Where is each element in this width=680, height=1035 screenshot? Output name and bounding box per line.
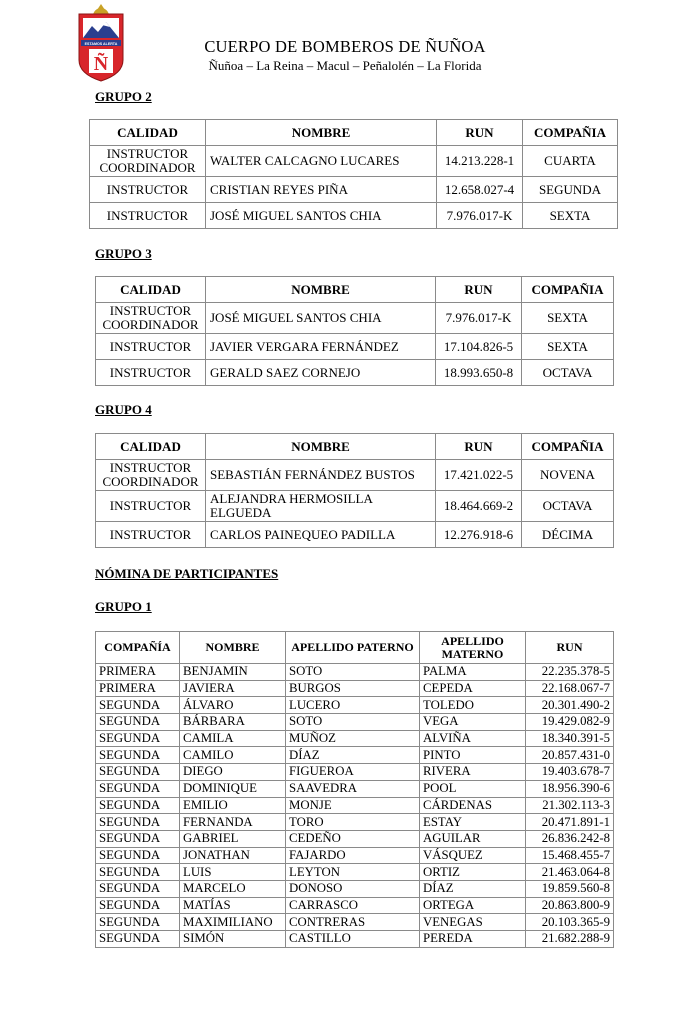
cell-run: 7.976.017-K (436, 303, 522, 334)
cell-calidad: INSTRUCTOR (96, 334, 206, 360)
cell-apellido-materno: AGUILAR (420, 830, 526, 847)
cell-nombre: CAMILO (180, 747, 286, 764)
cell-apellido-materno: ORTIZ (420, 864, 526, 881)
cell-compania: SEGUNDA (96, 864, 180, 881)
header-compania: COMPAÑÍA (96, 632, 180, 664)
table-row (96, 360, 614, 386)
cell-run: 12.658.027-4 (437, 177, 523, 203)
cell-compania: SEGUNDA (96, 764, 180, 781)
cell-run: 19.429.082-9 (526, 714, 614, 731)
cell-nombre: ALEJANDRA HERMOSILLA ELGUEDA (206, 491, 436, 522)
cell-apellido-paterno: CONTRERAS (286, 914, 420, 931)
cell-apellido-paterno: SOTO (286, 714, 420, 731)
cell-apellido-paterno: CEDEÑO (286, 830, 420, 847)
group-4-instructors-table (95, 433, 614, 548)
cell-run: 18.956.390-6 (526, 780, 614, 797)
cell-nombre: JAVIER VERGARA FERNÁNDEZ (206, 334, 436, 360)
cell-apellido-paterno: FIGUEROA (286, 764, 420, 781)
table-row (96, 664, 614, 681)
cell-compania: SEGUNDA (96, 730, 180, 747)
cell-apellido-paterno: LUCERO (286, 697, 420, 714)
header-run: RUN (436, 434, 522, 460)
group-2-instructors-table (89, 119, 618, 229)
cell-apellido-paterno: DONOSO (286, 880, 420, 897)
table-row (96, 714, 614, 731)
cell-compania: SEGUNDA (96, 897, 180, 914)
cell-run: 18.340.391-5 (526, 730, 614, 747)
header-nombre: NOMBRE (206, 277, 436, 303)
group-1-heading: GRUPO 1 (95, 599, 152, 614)
table-row (96, 914, 614, 931)
table-row (96, 730, 614, 747)
group-3-heading: GRUPO 3 (95, 246, 152, 261)
cell-nombre: WALTER CALCAGNO LUCARES (206, 146, 437, 177)
cell-compania: SEGUNDA (96, 714, 180, 731)
cell-nombre: DIEGO (180, 764, 286, 781)
table-row (96, 303, 614, 334)
table-row (96, 797, 614, 814)
svg-text:ESTAMOS ALERTA: ESTAMOS ALERTA (84, 42, 118, 46)
group-2-heading: GRUPO 2 (95, 89, 152, 104)
header-run: RUN (436, 277, 522, 303)
cell-nombre: JAVIERA (180, 680, 286, 697)
cell-compania: SEGUNDA (96, 747, 180, 764)
table-row (90, 203, 618, 229)
participants-table (95, 631, 614, 948)
table-row (96, 931, 614, 948)
cell-compania: SEGUNDA (96, 914, 180, 931)
cell-nombre: MARCELO (180, 880, 286, 897)
cell-compania: SEXTA (522, 334, 614, 360)
cell-run: 20.857.431-0 (526, 747, 614, 764)
cell-run: 20.301.490-2 (526, 697, 614, 714)
cell-apellido-materno: PINTO (420, 747, 526, 764)
cell-calidad: INSTRUCTOR (96, 522, 206, 548)
cell-compania: SEGUNDA (96, 830, 180, 847)
cell-run: 22.168.067-7 (526, 680, 614, 697)
cell-calidad: INSTRUCTOR (96, 360, 206, 386)
cell-nombre: DOMINIQUE (180, 780, 286, 797)
cell-run: 14.213.228-1 (437, 146, 523, 177)
table-header-row (96, 434, 614, 460)
cell-apellido-materno: TOLEDO (420, 697, 526, 714)
cell-apellido-materno: VENEGAS (420, 914, 526, 931)
cell-apellido-materno: DÍAZ (420, 880, 526, 897)
cell-nombre: CARLOS PAINEQUEO PADILLA (206, 522, 436, 548)
cell-calidad: INSTRUCTOR (90, 177, 206, 203)
table-row (96, 697, 614, 714)
header-run: RUN (526, 632, 614, 664)
header-compania: COMPAÑIA (523, 120, 618, 146)
table-row (96, 460, 614, 491)
table-row (96, 880, 614, 897)
cell-apellido-materno: VEGA (420, 714, 526, 731)
table-row (90, 146, 618, 177)
cell-nombre: ÁLVARO (180, 697, 286, 714)
cell-apellido-materno: ALVIÑA (420, 730, 526, 747)
header-calidad: CALIDAD (96, 434, 206, 460)
cell-run: 20.863.800-9 (526, 897, 614, 914)
cell-calidad: INSTRUCTOR COORDINADOR (96, 303, 206, 334)
cell-nombre: SEBASTIÁN FERNÁNDEZ BUSTOS (206, 460, 436, 491)
cell-apellido-paterno: FAJARDO (286, 847, 420, 864)
cell-compania: SEGUNDA (523, 177, 618, 203)
table-header-row (90, 120, 618, 146)
header-nombre: NOMBRE (206, 434, 436, 460)
organization-communes: Ñuñoa – La Reina – Macul – Peñalolén – La Florida (208, 58, 482, 73)
table-row (96, 764, 614, 781)
table-row (96, 522, 614, 548)
cell-compania: SEGUNDA (96, 780, 180, 797)
cell-apellido-materno: ESTAY (420, 814, 526, 831)
group-4-heading: GRUPO 4 (95, 402, 152, 417)
header-calidad: CALIDAD (96, 277, 206, 303)
cell-nombre: FERNANDA (180, 814, 286, 831)
cell-compania: SEGUNDA (96, 847, 180, 864)
cell-apellido-paterno: SOTO (286, 664, 420, 681)
cell-apellido-materno: CEPEDA (420, 680, 526, 697)
svg-text:Ñ: Ñ (93, 53, 109, 75)
cell-compania: OCTAVA (522, 360, 614, 386)
cell-apellido-paterno: DÍAZ (286, 747, 420, 764)
cell-apellido-paterno: SAAVEDRA (286, 780, 420, 797)
cell-apellido-materno: PALMA (420, 664, 526, 681)
header-apellido-materno: APELLIDO MATERNO (420, 632, 526, 664)
cell-run: 18.464.669-2 (436, 491, 522, 522)
table-row (90, 177, 618, 203)
header-run: RUN (437, 120, 523, 146)
cell-run: 7.976.017-K (437, 203, 523, 229)
cell-nombre: JOSÉ MIGUEL SANTOS CHIA (206, 203, 437, 229)
cell-apellido-paterno: MUÑOZ (286, 730, 420, 747)
cell-nombre: GABRIEL (180, 830, 286, 847)
header-compania: COMPAÑIA (522, 434, 614, 460)
cell-apellido-paterno: MONJE (286, 797, 420, 814)
cell-nombre: LUIS (180, 864, 286, 881)
cell-run: 12.276.918-6 (436, 522, 522, 548)
cell-nombre: JONATHAN (180, 847, 286, 864)
cell-run: 26.836.242-8 (526, 830, 614, 847)
cell-run: 19.859.560-8 (526, 880, 614, 897)
cell-run: 17.421.022-5 (436, 460, 522, 491)
table-row (96, 830, 614, 847)
header-nombre: NOMBRE (206, 120, 437, 146)
table-row (96, 864, 614, 881)
table-header-row (96, 277, 614, 303)
cell-run: 22.235.378-5 (526, 664, 614, 681)
cell-nombre: GERALD SAEZ CORNEJO (206, 360, 436, 386)
cell-compania: SEGUNDA (96, 880, 180, 897)
cell-compania: NOVENA (522, 460, 614, 491)
cell-nombre: BENJAMIN (180, 664, 286, 681)
cell-apellido-materno: CÁRDENAS (420, 797, 526, 814)
cell-calidad: INSTRUCTOR (90, 203, 206, 229)
cell-compania: SEGUNDA (96, 697, 180, 714)
cell-compania: DÉCIMA (522, 522, 614, 548)
cell-compania: OCTAVA (522, 491, 614, 522)
table-row (96, 897, 614, 914)
cell-apellido-paterno: CARRASCO (286, 897, 420, 914)
fire-department-logo (76, 2, 126, 82)
cell-calidad: INSTRUCTOR COORDINADOR (90, 146, 206, 177)
cell-run: 20.471.891-1 (526, 814, 614, 831)
table-row (96, 847, 614, 864)
cell-compania: SEGUNDA (96, 931, 180, 948)
cell-apellido-materno: ORTEGA (420, 897, 526, 914)
cell-compania: SEGUNDA (96, 797, 180, 814)
table-row (96, 680, 614, 697)
header-calidad: CALIDAD (90, 120, 206, 146)
table-row (96, 814, 614, 831)
cell-nombre: MATÍAS (180, 897, 286, 914)
cell-nombre: CRISTIAN REYES PIÑA (206, 177, 437, 203)
table-row (96, 747, 614, 764)
cell-apellido-paterno: LEYTON (286, 864, 420, 881)
cell-calidad: INSTRUCTOR (96, 491, 206, 522)
cell-compania: SEGUNDA (96, 814, 180, 831)
cell-run: 17.104.826-5 (436, 334, 522, 360)
participants-heading: NÓMINA DE PARTICIPANTES (95, 566, 279, 581)
cell-apellido-materno: RIVERA (420, 764, 526, 781)
cell-compania: SEXTA (523, 203, 618, 229)
table-row (96, 491, 614, 522)
table-row (96, 334, 614, 360)
cell-run: 18.993.650-8 (436, 360, 522, 386)
cell-nombre: BÁRBARA (180, 714, 286, 731)
cell-run: 15.468.455-7 (526, 847, 614, 864)
cell-compania: PRIMERA (96, 664, 180, 681)
cell-nombre: MAXIMILIANO (180, 914, 286, 931)
cell-run: 20.103.365-9 (526, 914, 614, 931)
cell-compania: PRIMERA (96, 680, 180, 697)
header-compania: COMPAÑIA (522, 277, 614, 303)
cell-compania: SEXTA (522, 303, 614, 334)
cell-apellido-paterno: BURGOS (286, 680, 420, 697)
table-row (96, 780, 614, 797)
header-apellido-paterno: APELLIDO PATERNO (286, 632, 420, 664)
group-3-instructors-table (95, 276, 614, 386)
cell-run: 21.463.064-8 (526, 864, 614, 881)
cell-apellido-paterno: TORO (286, 814, 420, 831)
cell-nombre: SIMÓN (180, 931, 286, 948)
cell-apellido-materno: PEREDA (420, 931, 526, 948)
cell-run: 21.302.113-3 (526, 797, 614, 814)
cell-calidad: INSTRUCTOR COORDINADOR (96, 460, 206, 491)
cell-nombre: JOSÉ MIGUEL SANTOS CHIA (206, 303, 436, 334)
cell-apellido-materno: VÁSQUEZ (420, 847, 526, 864)
cell-nombre: EMILIO (180, 797, 286, 814)
cell-apellido-materno: POOL (420, 780, 526, 797)
cell-apellido-paterno: CASTILLO (286, 931, 420, 948)
cell-nombre: CAMILA (180, 730, 286, 747)
header-nombre: NOMBRE (180, 632, 286, 664)
cell-compania: CUARTA (523, 146, 618, 177)
cell-run: 21.682.288-9 (526, 931, 614, 948)
cell-run: 19.403.678-7 (526, 764, 614, 781)
organization-title: CUERPO DE BOMBEROS DE ÑUÑOA (204, 37, 486, 56)
table-header-row (96, 632, 614, 664)
